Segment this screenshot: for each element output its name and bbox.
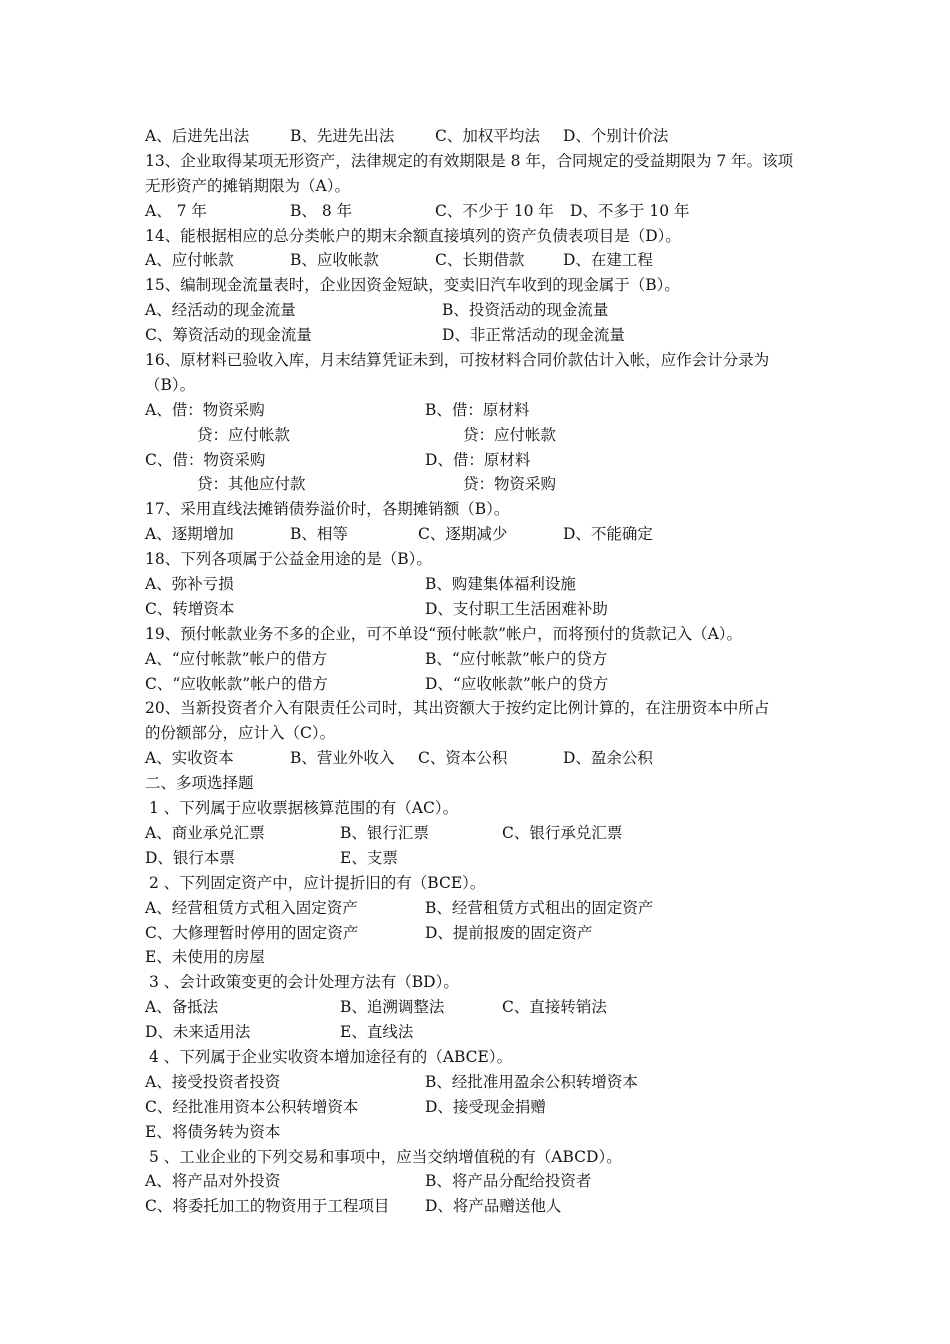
text-segment: 贷：应付帐款 bbox=[197, 425, 291, 444]
text-segment: E、直线法 bbox=[340, 1023, 414, 1042]
text-segment: 二、多项选择题 bbox=[145, 774, 254, 793]
text-line bbox=[145, 1169, 810, 1194]
text-line bbox=[145, 672, 810, 697]
text-line bbox=[145, 149, 810, 174]
text-segment: A、备抵法 bbox=[145, 998, 219, 1017]
text-segment: 15、编制现金流量表时，企业因资金短缺，变卖旧汽车收到的现金属于（B）。 bbox=[145, 276, 680, 295]
text-segment: C、加权平均法 bbox=[435, 127, 540, 145]
text-segment: A、实收资本 bbox=[145, 749, 234, 768]
text-segment: D、不能确定 bbox=[563, 525, 653, 544]
text-segment: A、 7 年 bbox=[145, 201, 207, 220]
text-segment: B、购建集体福利设施 bbox=[425, 575, 576, 594]
text-segment: 贷：其他应付款 bbox=[197, 475, 306, 494]
text-line bbox=[145, 647, 810, 672]
text-segment: A、经营租赁方式租入固定资产 bbox=[145, 898, 358, 917]
text-line bbox=[145, 597, 810, 622]
text-segment: D、在建工程 bbox=[563, 251, 653, 270]
text-segment: C、转增资本 bbox=[145, 599, 235, 618]
text-segment: 4 、下列属于企业实收资本增加途径有的（ABCE）。 bbox=[149, 1047, 513, 1066]
text-line bbox=[145, 348, 810, 373]
text-line bbox=[145, 124, 810, 149]
text-line bbox=[145, 945, 810, 970]
text-line bbox=[145, 622, 810, 647]
text-segment: B、将产品分配给投资者 bbox=[425, 1172, 592, 1191]
text-segment: 20、当新投资者介入有限责任公司时，其出资额大于按约定比例计算的，在注册资本中所占 bbox=[145, 699, 770, 718]
text-line bbox=[145, 896, 810, 921]
text-line bbox=[145, 721, 810, 746]
text-line bbox=[145, 1194, 810, 1219]
text-segment: B、“应付帐款”帐户的贷方 bbox=[425, 649, 608, 668]
text-segment: 16、原材料已验收入库，月末结算凭证未到，可按材料合同价款估计入帐，应作会计分录为 bbox=[145, 351, 770, 370]
text-segment: 18、下列各项属于公益金用途的是（B）。 bbox=[145, 550, 432, 569]
document-page bbox=[145, 124, 810, 1219]
text-segment: B、 8 年 bbox=[290, 201, 353, 220]
text-line bbox=[145, 472, 810, 497]
text-line bbox=[145, 1095, 810, 1120]
text-segment: 无形资产的摊销期限为（A）。 bbox=[145, 176, 350, 195]
text-segment: 17、采用直线法摊销债券溢价时，各期摊销额（B）。 bbox=[145, 500, 510, 519]
text-segment: A、逐期增加 bbox=[145, 525, 234, 544]
text-segment: D、借：原材料 bbox=[425, 450, 531, 469]
text-segment: C、不少于 10 年 bbox=[435, 201, 554, 220]
text-segment: 1 、下列属于应收票据核算范围的有（AC）。 bbox=[149, 799, 459, 818]
text-segment: C、“应收帐款”帐户的借方 bbox=[145, 674, 328, 693]
text-segment: 2 、下列固定资产中，应计提折旧的有（BCE）。 bbox=[149, 873, 486, 892]
text-line bbox=[145, 224, 810, 249]
text-segment: D、未来适用法 bbox=[145, 1023, 251, 1042]
text-segment: A、接受投资者投资 bbox=[145, 1072, 281, 1091]
text-line bbox=[145, 995, 810, 1020]
text-line bbox=[145, 821, 810, 846]
text-line bbox=[145, 323, 810, 348]
text-segment: A、将产品对外投资 bbox=[145, 1172, 281, 1191]
text-segment: 19、预付帐款业务不多的企业，可不单设“预付帐款”帐户，而将预付的货款记入（A）。 bbox=[145, 624, 743, 643]
text-line bbox=[145, 771, 810, 796]
text-line bbox=[145, 1020, 810, 1045]
text-segment: 贷：应付帐款 bbox=[463, 425, 557, 444]
text-line bbox=[145, 1045, 810, 1070]
text-segment: B、经批准用盈余公积转增资本 bbox=[425, 1072, 638, 1091]
text-segment: C、将委托加工的物资用于工程项目 bbox=[145, 1197, 390, 1216]
text-line bbox=[145, 1120, 810, 1145]
text-segment: A、商业承兑汇票 bbox=[145, 823, 265, 842]
text-segment: E、支票 bbox=[340, 848, 398, 867]
text-line bbox=[145, 1145, 810, 1170]
text-line bbox=[145, 448, 810, 473]
text-segment: B、经营租赁方式租出的固定资产 bbox=[425, 898, 654, 917]
text-segment: 5 、工业企业的下列交易和事项中，应当交纳增值税的有（ABCD）。 bbox=[149, 1147, 622, 1166]
text-segment: A、应付帐款 bbox=[145, 251, 234, 270]
text-segment: A、经活动的现金流量 bbox=[145, 301, 296, 320]
text-segment: A、“应付帐款”帐户的借方 bbox=[145, 649, 328, 668]
text-segment: C、资本公积 bbox=[418, 749, 508, 768]
text-segment: 贷：物资采购 bbox=[463, 475, 557, 494]
text-line bbox=[145, 796, 810, 821]
text-segment: E、将债务转为资本 bbox=[145, 1122, 281, 1141]
text-segment: 14、能根据相应的总分类帐户的期末余额直接填列的资产负债表项目是（D）。 bbox=[145, 226, 681, 245]
text-segment: D、提前报废的固定资产 bbox=[425, 923, 593, 942]
text-segment: E、未使用的房屋 bbox=[145, 948, 265, 967]
text-line bbox=[145, 572, 810, 597]
text-segment: B、银行汇票 bbox=[340, 823, 429, 842]
text-line bbox=[145, 497, 810, 522]
text-segment: B、营业外收入 bbox=[290, 749, 395, 768]
text-segment: C、大修理暂时停用的固定资产 bbox=[145, 923, 359, 942]
text-segment: B、相等 bbox=[290, 525, 348, 544]
text-segment: 13、企业取得某项无形资产，法律规定的有效期限是 8 年，合同规定的受益期限为 7 年。该项 bbox=[145, 151, 794, 170]
text-segment: A、借：物资采购 bbox=[145, 400, 265, 419]
text-segment: D、“应收帐款”帐户的贷方 bbox=[425, 674, 609, 693]
text-segment: B、借：原材料 bbox=[425, 400, 530, 419]
text-segment: （B）。 bbox=[145, 375, 196, 394]
text-segment: B、追溯调整法 bbox=[340, 998, 445, 1017]
text-line bbox=[145, 398, 810, 423]
text-line bbox=[145, 871, 810, 896]
text-line bbox=[145, 522, 810, 547]
text-segment: C、筹资活动的现金流量 bbox=[145, 326, 312, 345]
text-line bbox=[145, 248, 810, 273]
text-line bbox=[145, 298, 810, 323]
text-line bbox=[145, 199, 810, 224]
text-segment: D、银行本票 bbox=[145, 848, 235, 867]
text-line bbox=[145, 547, 810, 572]
text-segment: A、后进先出法 bbox=[145, 127, 250, 145]
text-segment: D、将产品赠送他人 bbox=[425, 1197, 562, 1216]
text-segment: C、直接转销法 bbox=[502, 998, 607, 1017]
text-line bbox=[145, 746, 810, 771]
text-line bbox=[145, 846, 810, 871]
text-segment: D、个别计价法 bbox=[563, 127, 669, 145]
text-segment: D、盈余公积 bbox=[563, 749, 653, 768]
text-segment: D、接受现金捐赠 bbox=[425, 1097, 546, 1116]
text-line bbox=[145, 273, 810, 298]
text-segment: B、投资活动的现金流量 bbox=[442, 301, 609, 320]
text-segment: D、非正常活动的现金流量 bbox=[442, 326, 625, 345]
text-segment: B、应收帐款 bbox=[290, 251, 379, 270]
text-segment: A、弥补亏损 bbox=[145, 575, 234, 594]
text-line bbox=[145, 1070, 810, 1095]
text-line bbox=[145, 921, 810, 946]
text-segment: D、不多于 10 年 bbox=[570, 201, 690, 220]
text-line bbox=[145, 970, 810, 995]
text-line bbox=[145, 696, 810, 721]
text-segment: D、支付职工生活困难补助 bbox=[425, 599, 608, 618]
text-segment: C、长期借款 bbox=[435, 251, 525, 270]
text-segment: C、银行承兑汇票 bbox=[502, 823, 623, 842]
text-segment: B、先进先出法 bbox=[290, 127, 395, 145]
text-segment: 3 、会计政策变更的会计处理方法有（BD）。 bbox=[149, 973, 459, 992]
text-line bbox=[145, 174, 810, 199]
text-segment: 的份额部分，应计入（C）。 bbox=[145, 724, 336, 743]
text-segment: C、经批准用资本公积转增资本 bbox=[145, 1097, 359, 1116]
text-line bbox=[145, 373, 810, 398]
text-segment: C、逐期减少 bbox=[418, 525, 508, 544]
text-segment: C、借：物资采购 bbox=[145, 450, 266, 469]
text-line bbox=[145, 423, 810, 448]
